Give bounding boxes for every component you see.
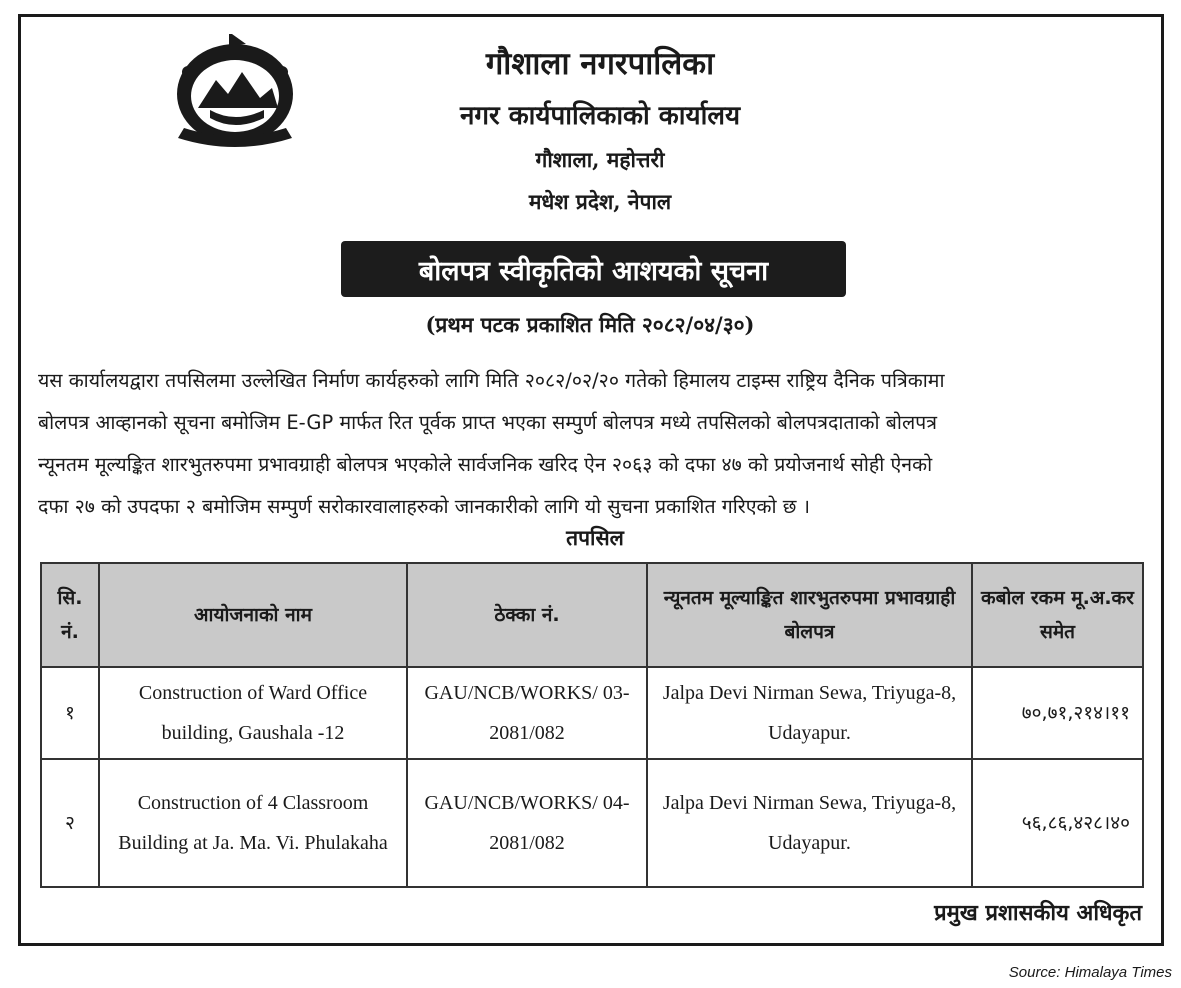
header-serial-number: सि. नं. xyxy=(41,563,99,667)
row-contract-number: GAU/NCB/WORKS/ 04-2081/082 xyxy=(407,759,647,887)
office-name: नगर कार्यपालिकाको कार्यालय xyxy=(459,101,741,131)
header-project-name: आयोजनाको नाम xyxy=(99,563,407,667)
table-row xyxy=(41,667,1143,759)
nepal-emblem-icon xyxy=(168,28,302,150)
header-bidder: न्यूनतम मूल्याङ्कित शारभुतरुपमा प्रभावग्राही बोलपत्र xyxy=(647,563,972,667)
row-project-name: Construction of Ward Office building, Gaushala -12 xyxy=(99,667,407,759)
row-project-name: Construction of 4 Classroom Building at Ja. Ma. Vi. Phulakaha xyxy=(99,759,407,887)
table-row xyxy=(41,759,1143,887)
header-contract-number: ठेक्का नं. xyxy=(407,563,647,667)
office-province: मधेश प्रदेश, नेपाल xyxy=(528,189,672,214)
row-bidder: Jalpa Devi Nirman Sewa, Triyuga-8, Udayapur. xyxy=(647,667,972,759)
table-header-row xyxy=(41,563,1143,667)
signoff-title: प्रमुख प्रशासकीय अधिकृत xyxy=(934,901,1142,926)
publication-date: (प्रथम पटक प्रकाशित मिति २०८२/०४/३०) xyxy=(425,312,755,337)
row-amount: ५६,८६,४२८।४० xyxy=(972,759,1143,887)
notice-body-line: दफा २७ को उपदफा २ बमोजिम सम्पुर्ण सरोकारवालाहरुको जानकारीको लागि यो सुचना प्रकाशित गरिएको छ । xyxy=(38,495,811,518)
source-credit: Source: Himalaya Times xyxy=(1008,964,1172,981)
award-table xyxy=(40,562,1144,888)
header-amount: कबोल रकम मू.अ.कर समेत xyxy=(972,563,1143,667)
notice-title-text: बोलपत्र स्वीकृतिको आशयको सूचना xyxy=(418,255,769,287)
row-serial-number: १ xyxy=(41,667,99,759)
municipality-name: गौशाला नगरपालिका xyxy=(485,46,715,82)
row-amount: ७०,७१,२१४।११ xyxy=(972,667,1143,759)
schedule-label: तपसिल xyxy=(566,526,624,550)
office-location: गौशाला, महोत्तरी xyxy=(535,147,665,172)
notice-body-line: यस कार्यालयद्वारा तपसिलमा उल्लेखित निर्माण कार्यहरुको लागि मिति २०८२/०२/२० गतेको हिमालय टाइम्स राष्ट्रिय दैनिक पत्रिकामा xyxy=(38,369,945,392)
row-serial-number: २ xyxy=(41,759,99,887)
notice-body xyxy=(38,360,1146,528)
notice-body-line: न्यूनतम मूल्यङ्कित शारभुतरुपमा प्रभावग्राही बोलपत्र भएकोले सार्वजनिक खरिद ऐन २०६३ को दफा ४७ को प्रयोजनार्थ सोही ऐनको xyxy=(38,453,933,476)
row-bidder: Jalpa Devi Nirman Sewa, Triyuga-8, Udayapur. xyxy=(647,759,972,887)
notice-title xyxy=(341,241,846,297)
notice-body-line: बोलपत्र आव्हानको सूचना बमोजिम E-GP मार्फत रित पूर्वक प्राप्त भएका सम्पुर्ण बोलपत्र मध्ये तपसिलको बोलपत्रदाताको बोलपत्र xyxy=(38,411,938,434)
row-contract-number: GAU/NCB/WORKS/ 03-2081/082 xyxy=(407,667,647,759)
